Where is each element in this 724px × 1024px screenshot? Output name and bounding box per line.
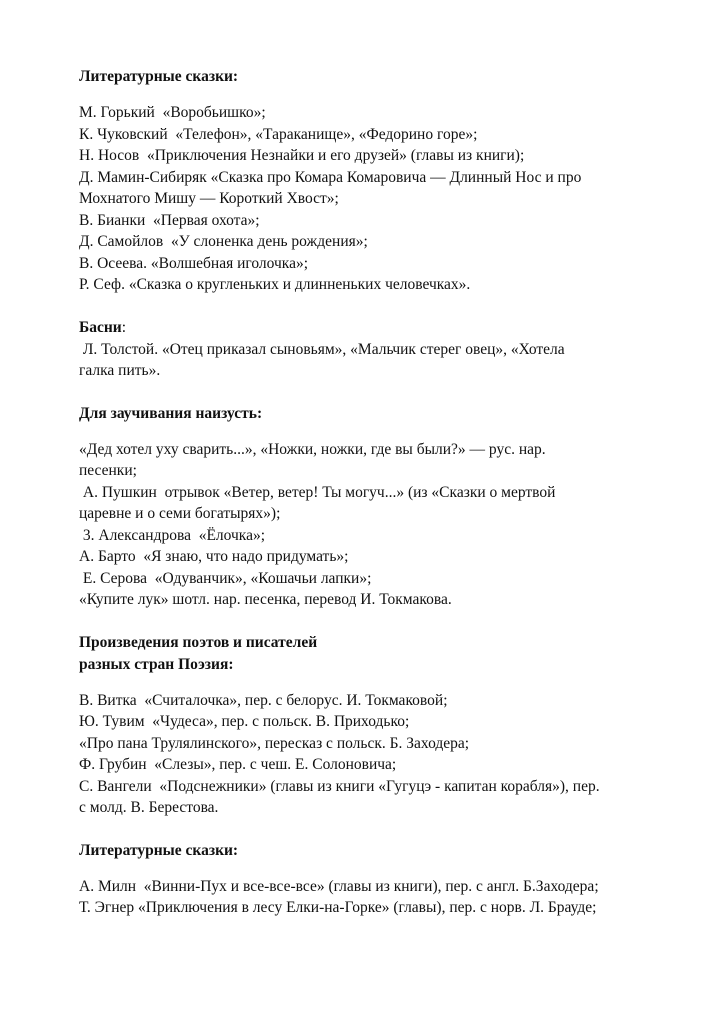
list-item: Н. Носов «Приключения Незнайки и его друзей» (главы из книги); [79, 147, 525, 164]
list-item: 3. Александрова «Ёлочка»; [79, 526, 266, 544]
heading-colon: : [121, 318, 127, 336]
list-item: Д. Самойлов «У слоненка день рождения»; [79, 233, 368, 250]
list-item: с молд. В. Берестова. [79, 799, 219, 816]
list-item: царевне и о семи богатырях»); [79, 505, 281, 522]
list-item: М. Горький «Воробьишко»; [79, 104, 266, 121]
section-list-foreign-works [79, 690, 684, 819]
heading-line: разных стран Поэзия: [79, 655, 234, 673]
section-heading-literary-tales: Литературные сказки: [79, 68, 239, 85]
list-item: песенки; [79, 462, 137, 479]
list-item: Е. Серова «Одуванчик», «Кошачьи лапки»; [79, 569, 372, 587]
list-item: Р. Сеф. «Сказка о кругленьких и длинненьких человечках». [79, 276, 471, 293]
list-item: А. Барто «Я знаю, что надо придумать»; [79, 548, 349, 565]
list-item: С. Вангели «Подснежники» (главы из книги «Гугуцэ - капитан корабля»), пер. [79, 777, 600, 795]
list-item: Мохнатого Мишу — Короткий Хвост»; [79, 190, 339, 207]
section-list-literary-tales [79, 102, 684, 296]
section-heading-fables [79, 317, 684, 339]
list-item: А. Милн «Винни-Пух и все-все-все» (главы из книги), пер. с англ. Б.Заходера; [79, 877, 599, 895]
list-item: Т. Эгнер «Приключения в лесу Елки-на-Горке» (главы), пер. с норв. Л. Брауде; [79, 899, 597, 916]
section-list-literary-tales-2 [79, 876, 684, 919]
section-list-fables [79, 339, 684, 382]
list-item: К. Чуковский «Телефон», «Тараканище», «Федорино горе»; [79, 125, 478, 143]
list-item: В. Бианки «Первая охота»; [79, 211, 260, 229]
list-item: В. Витка «Считалочка», пер. с белорус. И. Токмаковой; [79, 691, 448, 709]
list-item: Ф. Грубин «Слезы», пер. с чеш. Е. Солоновича; [79, 756, 397, 773]
section-heading-foreign-works [79, 632, 684, 676]
heading-text: Басни [79, 318, 122, 336]
list-item: «Купите лук» шотл. нар. песенка, перевод И. Токмакова. [79, 591, 452, 608]
list-item: Ю. Тувим «Чудеса», пер. с польск. В. Приходько; [79, 713, 410, 730]
list-item: А. Пушкин отрывок «Ветер, ветер! Ты могуч...» (из «Сказки о мертвой [79, 483, 556, 501]
list-item: «Про пана Трулялинского», пересказ с польск. Б. Заходера; [79, 734, 470, 752]
list-item: «Дед хотел уху сварить...», «Ножки, ножки, где вы были?» — рус. нар. [79, 440, 546, 458]
section-list-memorize [79, 439, 684, 611]
section-heading-memorize: Для заучивания наизусть: [79, 404, 263, 422]
list-item: Л. Толстой. «Отец приказал сыновьям», «Мальчик стерег овец», «Хотела [79, 340, 565, 358]
heading-line: Произведения поэтов и писателей [79, 633, 318, 651]
list-item: В. Осеева. «Волшебная иголочка»; [79, 254, 309, 272]
section-heading-literary-tales-2: Литературные сказки: [79, 841, 239, 859]
list-item: Д. Мамин-Сибиряк «Сказка про Комара Комаровича — Длинный Нос и про [79, 168, 582, 186]
list-item: галка пить». [79, 362, 161, 379]
